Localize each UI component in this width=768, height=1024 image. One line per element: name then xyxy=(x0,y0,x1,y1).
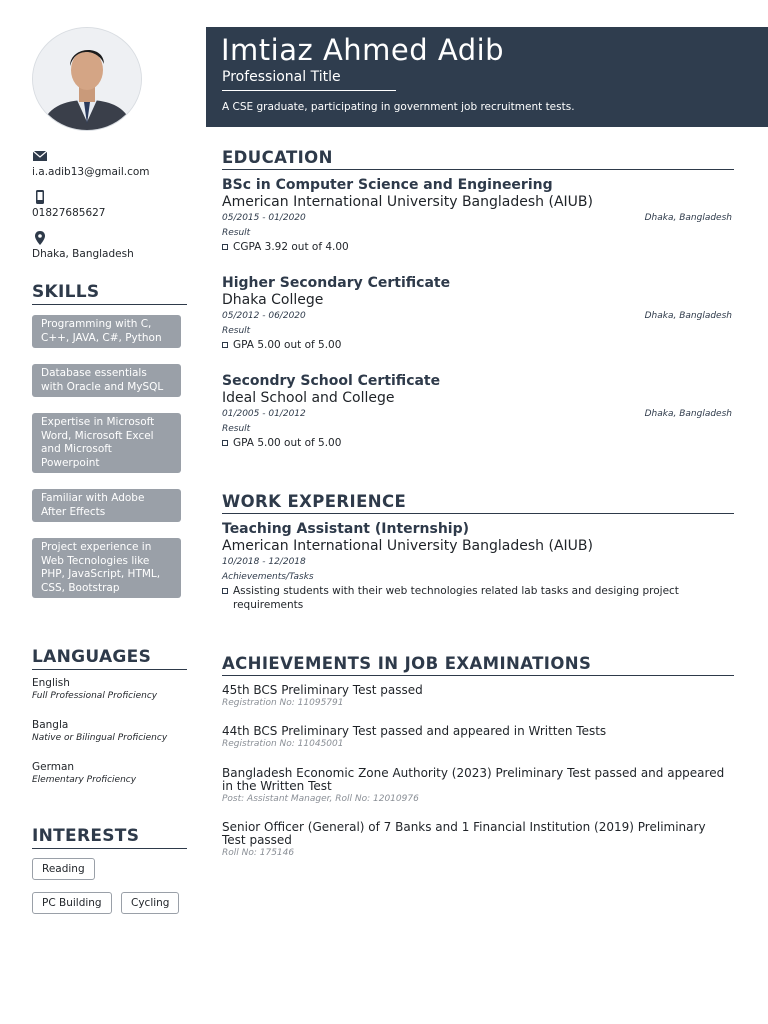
result-label: Result xyxy=(222,326,251,336)
location-pin-icon xyxy=(32,231,48,245)
education-entry xyxy=(222,177,732,254)
header-banner xyxy=(206,27,768,127)
degree-title: Higher Secondary Certificate xyxy=(222,275,451,291)
interest-tag: PC Building xyxy=(32,892,112,914)
skill-item: Expertise in Microsoft Word, Microsoft Excel and Microsoft Powerpoint xyxy=(32,413,181,473)
result-value: CGPA 3.92 out of 4.00 xyxy=(222,240,732,254)
professional-title: Professional Title xyxy=(222,69,341,85)
summary: A CSE graduate, participating in government job recruitment tests. xyxy=(222,101,575,113)
title-divider xyxy=(222,90,396,91)
entry-meta xyxy=(222,311,732,326)
work-heading: WORK EXPERIENCE xyxy=(222,492,734,514)
skill-item: Familiar with Adobe After Effects xyxy=(32,489,181,522)
degree-title: Secondry School Certificate xyxy=(222,373,441,389)
full-name: Imtiaz Ahmed Adib xyxy=(221,33,505,67)
contact-location xyxy=(32,231,134,260)
achievement-item xyxy=(222,725,732,749)
entry-dates: 05/2015 - 01/2020 xyxy=(222,213,306,223)
achievement-title: 45th BCS Preliminary Test passed xyxy=(222,683,423,697)
result-label: Result xyxy=(222,228,251,238)
skills-heading: SKILLS xyxy=(32,282,187,305)
entry-location: Dhaka, Bangladesh xyxy=(644,311,732,321)
email-text[interactable]: i.a.adib13@gmail.com xyxy=(32,166,150,178)
organization-name: American International University Bangladesh (AIUB) xyxy=(222,538,593,554)
language-name: English xyxy=(32,677,70,689)
education-entry xyxy=(222,373,732,450)
language-level: Native or Bilingual Proficiency xyxy=(32,733,168,743)
contact-email xyxy=(32,149,150,178)
entry-location: Dhaka, Bangladesh xyxy=(644,213,732,223)
achievement-detail: Registration No: 11045001 xyxy=(222,739,344,749)
language-level: Elementary Proficiency xyxy=(32,775,137,785)
language-name: German xyxy=(32,761,75,773)
job-title: Teaching Assistant (Internship) xyxy=(222,521,470,537)
achievement-item xyxy=(222,821,732,858)
result-value: GPA 5.00 out of 5.00 xyxy=(222,338,732,352)
language-name: Bangla xyxy=(32,719,69,731)
achievement-detail: Registration No: 11095791 xyxy=(222,698,344,708)
interest-tag: Cycling xyxy=(121,892,179,914)
entry-location: Dhaka, Bangladesh xyxy=(644,409,732,419)
location-text: Dhaka, Bangladesh xyxy=(32,248,134,260)
result-value: GPA 5.00 out of 5.00 xyxy=(222,436,732,450)
person-avatar-icon xyxy=(33,28,141,130)
result-label: Result xyxy=(222,424,251,434)
profile-photo xyxy=(32,27,142,131)
languages-heading: LANGUAGES xyxy=(32,647,187,670)
work-entry xyxy=(222,521,732,612)
interest-tag: Reading xyxy=(32,858,95,880)
entry-dates: 10/2018 - 12/2018 xyxy=(222,557,306,567)
tasks-label: Achievements/Tasks xyxy=(222,572,314,582)
phone-text: 01827685627 xyxy=(32,207,106,219)
achievements-heading: ACHIEVEMENTS IN JOB EXAMINATIONS xyxy=(222,654,734,676)
entry-meta xyxy=(222,409,732,424)
achievement-item xyxy=(222,684,732,708)
entry-dates: 05/2012 - 06/2020 xyxy=(222,311,306,321)
task-bullet: Assisting students with their web technologies related lab tasks and desiging project requirements xyxy=(222,584,693,612)
institution-name: American International University Bangladesh (AIUB) xyxy=(222,194,593,210)
achievement-detail: Post: Assistant Manager, Roll No: 12010976 xyxy=(222,794,419,804)
achievement-title: Senior Officer (General) of 7 Banks and 1 Financial Institution (2019) Preliminary Test passed xyxy=(222,820,706,847)
entry-dates: 01/2005 - 01/2012 xyxy=(222,409,306,419)
email-icon xyxy=(32,149,48,163)
skill-item: Database essentials with Oracle and MySQL xyxy=(32,364,181,397)
education-heading: EDUCATION xyxy=(222,148,734,170)
entry-meta xyxy=(222,213,732,228)
institution-name: Dhaka College xyxy=(222,292,324,308)
achievement-item xyxy=(222,767,732,804)
phone-icon xyxy=(32,190,48,204)
achievement-title: Bangladesh Economic Zone Authority (2023) Preliminary Test passed and appeared in the Written Test xyxy=(222,766,725,793)
institution-name: Ideal School and College xyxy=(222,390,395,406)
skill-item: Project experience in Web Tecnologies like PHP, JavaScript, HTML, CSS, Bootstrap xyxy=(32,538,181,598)
entry-meta xyxy=(222,557,732,572)
achievement-title: 44th BCS Preliminary Test passed and appeared in Written Tests xyxy=(222,724,607,738)
contact-phone xyxy=(32,190,106,219)
education-entry xyxy=(222,275,732,352)
language-level: Full Professional Proficiency xyxy=(32,691,158,701)
interests-heading: INTERESTS xyxy=(32,826,187,849)
skill-item: Programming with C, C++, JAVA, C#, Python xyxy=(32,315,181,348)
degree-title: BSc in Computer Science and Engineering xyxy=(222,177,553,193)
achievement-detail: Roll No: 175146 xyxy=(222,848,295,858)
